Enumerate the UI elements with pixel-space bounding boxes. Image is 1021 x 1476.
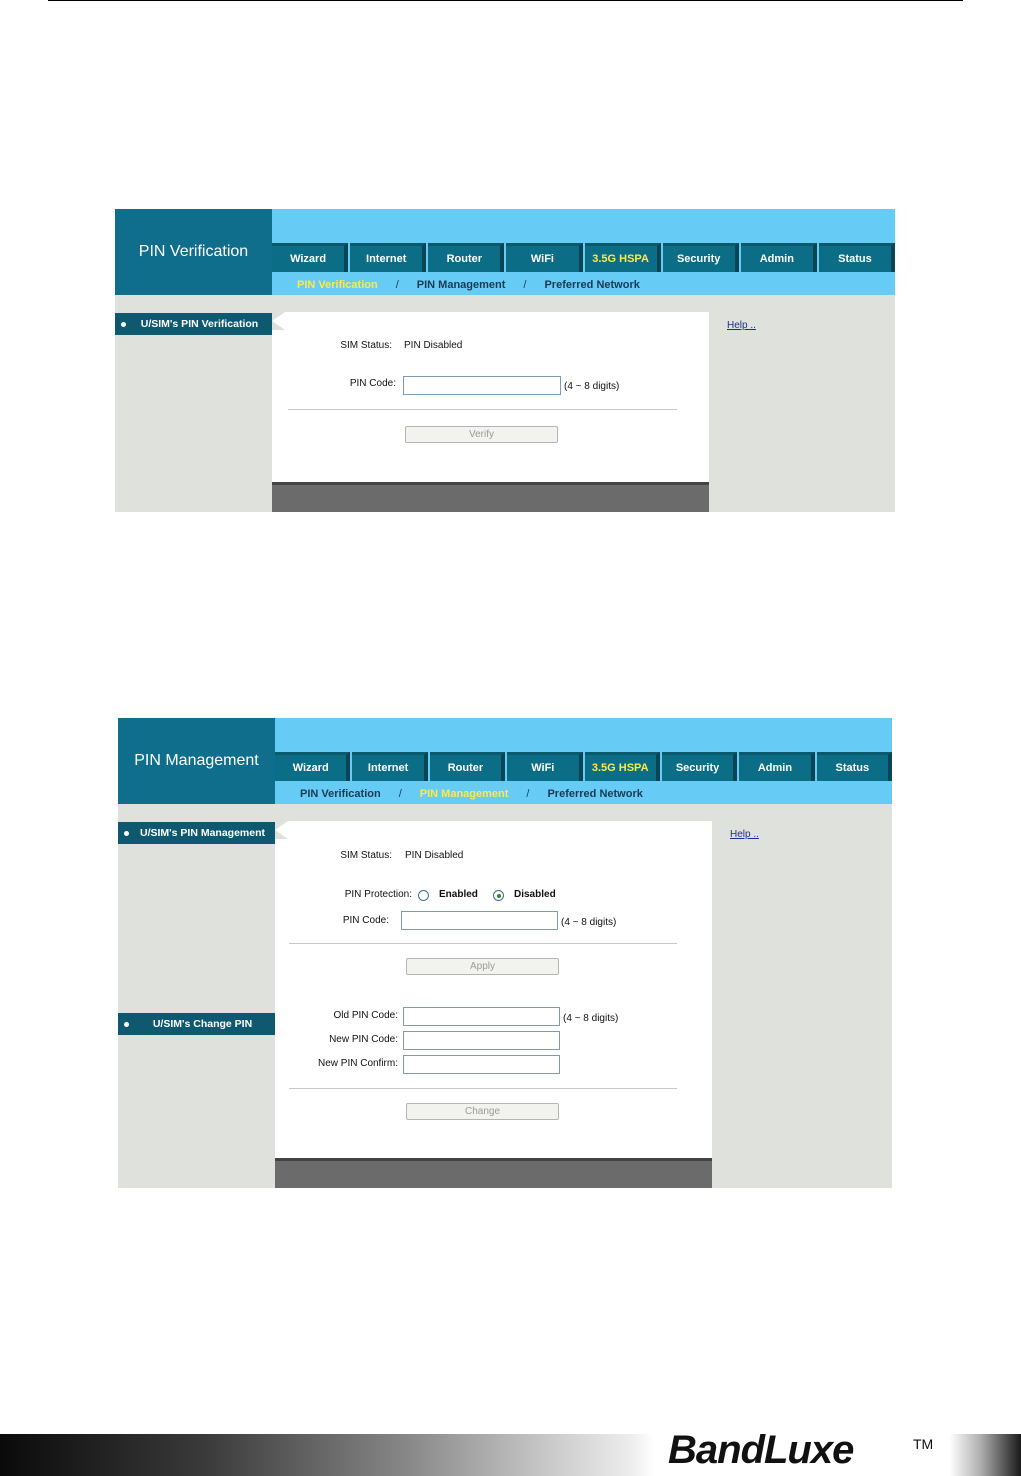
bullet-icon <box>124 1022 129 1027</box>
corner-notch <box>272 321 285 330</box>
pin-management-screenshot <box>118 718 892 1188</box>
page-top-rule <box>48 0 963 1</box>
new-pin-label: New PIN Code: <box>329 1034 398 1045</box>
subnav-separator: / <box>523 279 527 291</box>
subnav-pin-verification[interactable]: PIN Verification <box>300 788 381 800</box>
tab-status[interactable]: Status <box>819 243 895 272</box>
tab-security[interactable]: Security <box>663 243 739 272</box>
bandluxe-logo: BandLuxe <box>668 1428 854 1472</box>
confirm-pin-label: New PIN Confirm: <box>317 1058 398 1069</box>
sub-nav <box>272 275 895 295</box>
tab-hspa[interactable]: 3.5G HSPA <box>585 752 660 781</box>
apply-button[interactable]: Apply <box>406 958 559 975</box>
divider <box>289 1088 677 1089</box>
tab-admin[interactable]: Admin <box>741 243 817 272</box>
top-nav-bar <box>275 718 892 804</box>
verify-button[interactable]: Verify <box>405 426 558 443</box>
new-pin-input[interactable] <box>403 1031 560 1050</box>
left-sidebar <box>115 295 272 512</box>
bullet-icon <box>124 831 129 836</box>
tab-wifi[interactable]: WiFi <box>507 752 582 781</box>
body-area <box>115 295 895 512</box>
corner-notch <box>272 312 285 321</box>
section-label: U/SIM's Change PIN <box>152 1018 253 1030</box>
pin-code-input[interactable] <box>403 376 561 395</box>
sim-status-value: PIN Disabled <box>405 850 464 861</box>
content-footer-bar <box>272 482 709 512</box>
tab-wizard[interactable]: Wizard <box>275 752 350 781</box>
tab-router[interactable]: Router <box>428 243 504 272</box>
sim-status-label: SIM Status: <box>340 340 392 351</box>
sub-nav <box>275 784 892 804</box>
section-header-pin-management <box>118 822 275 844</box>
tab-security[interactable]: Security <box>662 752 737 781</box>
tab-internet[interactable]: Internet <box>350 243 426 272</box>
content-area <box>272 312 709 512</box>
help-column <box>709 312 895 512</box>
corner-notch <box>275 821 288 830</box>
page-title: PIN Verification <box>115 209 272 295</box>
tab-wizard[interactable]: Wizard <box>272 243 348 272</box>
subnav-preferred-network[interactable]: Preferred Network <box>544 279 640 291</box>
subnav-pin-management[interactable]: PIN Management <box>416 279 506 291</box>
corner-notch <box>275 830 288 839</box>
subnav-separator: / <box>526 788 530 800</box>
body-area <box>118 804 892 1188</box>
sim-status-value: PIN Disabled <box>404 340 463 351</box>
old-pin-input[interactable] <box>403 1007 560 1026</box>
trademark-mark: TM <box>913 1436 934 1452</box>
section-label: U/SIM's PIN Management <box>139 827 266 839</box>
left-sidebar <box>118 804 275 1188</box>
tab-router[interactable]: Router <box>430 752 505 781</box>
tab-internet[interactable]: Internet <box>352 752 427 781</box>
main-tabs <box>275 752 892 781</box>
pin-code-hint: (4 ~ 8 digits) <box>561 917 617 928</box>
confirm-pin-input[interactable] <box>403 1055 560 1074</box>
brand-footer-bar <box>0 1434 1021 1476</box>
pin-code-label: PIN Code: <box>349 378 396 389</box>
subnav-pin-verification[interactable]: PIN Verification <box>297 279 378 291</box>
old-pin-label: Old PIN Code: <box>333 1010 398 1021</box>
sim-status-label: SIM Status: <box>340 850 392 861</box>
tab-status[interactable]: Status <box>817 752 892 781</box>
divider <box>289 943 677 944</box>
page-title: PIN Management <box>118 718 275 804</box>
tab-admin[interactable]: Admin <box>739 752 814 781</box>
section-header <box>115 313 272 335</box>
tab-wifi[interactable]: WiFi <box>506 243 582 272</box>
section-label: U/SIM's PIN Verification <box>140 318 259 330</box>
help-link[interactable]: Help .. <box>727 320 756 331</box>
pin-verification-screenshot <box>115 209 895 512</box>
main-tabs <box>272 243 895 272</box>
subnav-separator: / <box>398 788 402 800</box>
help-link[interactable]: Help .. <box>730 829 759 840</box>
enabled-radio[interactable] <box>418 890 429 901</box>
section-header-change-pin <box>118 1013 275 1035</box>
subnav-separator: / <box>395 279 399 291</box>
content-area <box>275 821 712 1188</box>
pin-code-input[interactable] <box>401 911 558 930</box>
top-nav-bar <box>272 209 895 295</box>
pin-code-label: PIN Code: <box>342 915 389 926</box>
pin-protection-label: PIN Protection: <box>344 889 412 900</box>
old-pin-hint: (4 ~ 8 digits) <box>563 1013 619 1024</box>
tab-hspa[interactable]: 3.5G HSPA <box>585 243 661 272</box>
disabled-label: Disabled <box>514 889 556 900</box>
subnav-preferred-network[interactable]: Preferred Network <box>547 788 643 800</box>
content-footer-bar <box>275 1158 712 1188</box>
disabled-radio[interactable] <box>493 890 504 901</box>
pin-code-hint: (4 ~ 8 digits) <box>564 381 620 392</box>
subnav-pin-management[interactable]: PIN Management <box>419 788 509 800</box>
change-button[interactable]: Change <box>406 1103 559 1120</box>
divider <box>288 409 677 410</box>
enabled-label: Enabled <box>439 889 478 900</box>
bullet-icon <box>121 322 126 327</box>
help-column <box>712 821 892 1188</box>
